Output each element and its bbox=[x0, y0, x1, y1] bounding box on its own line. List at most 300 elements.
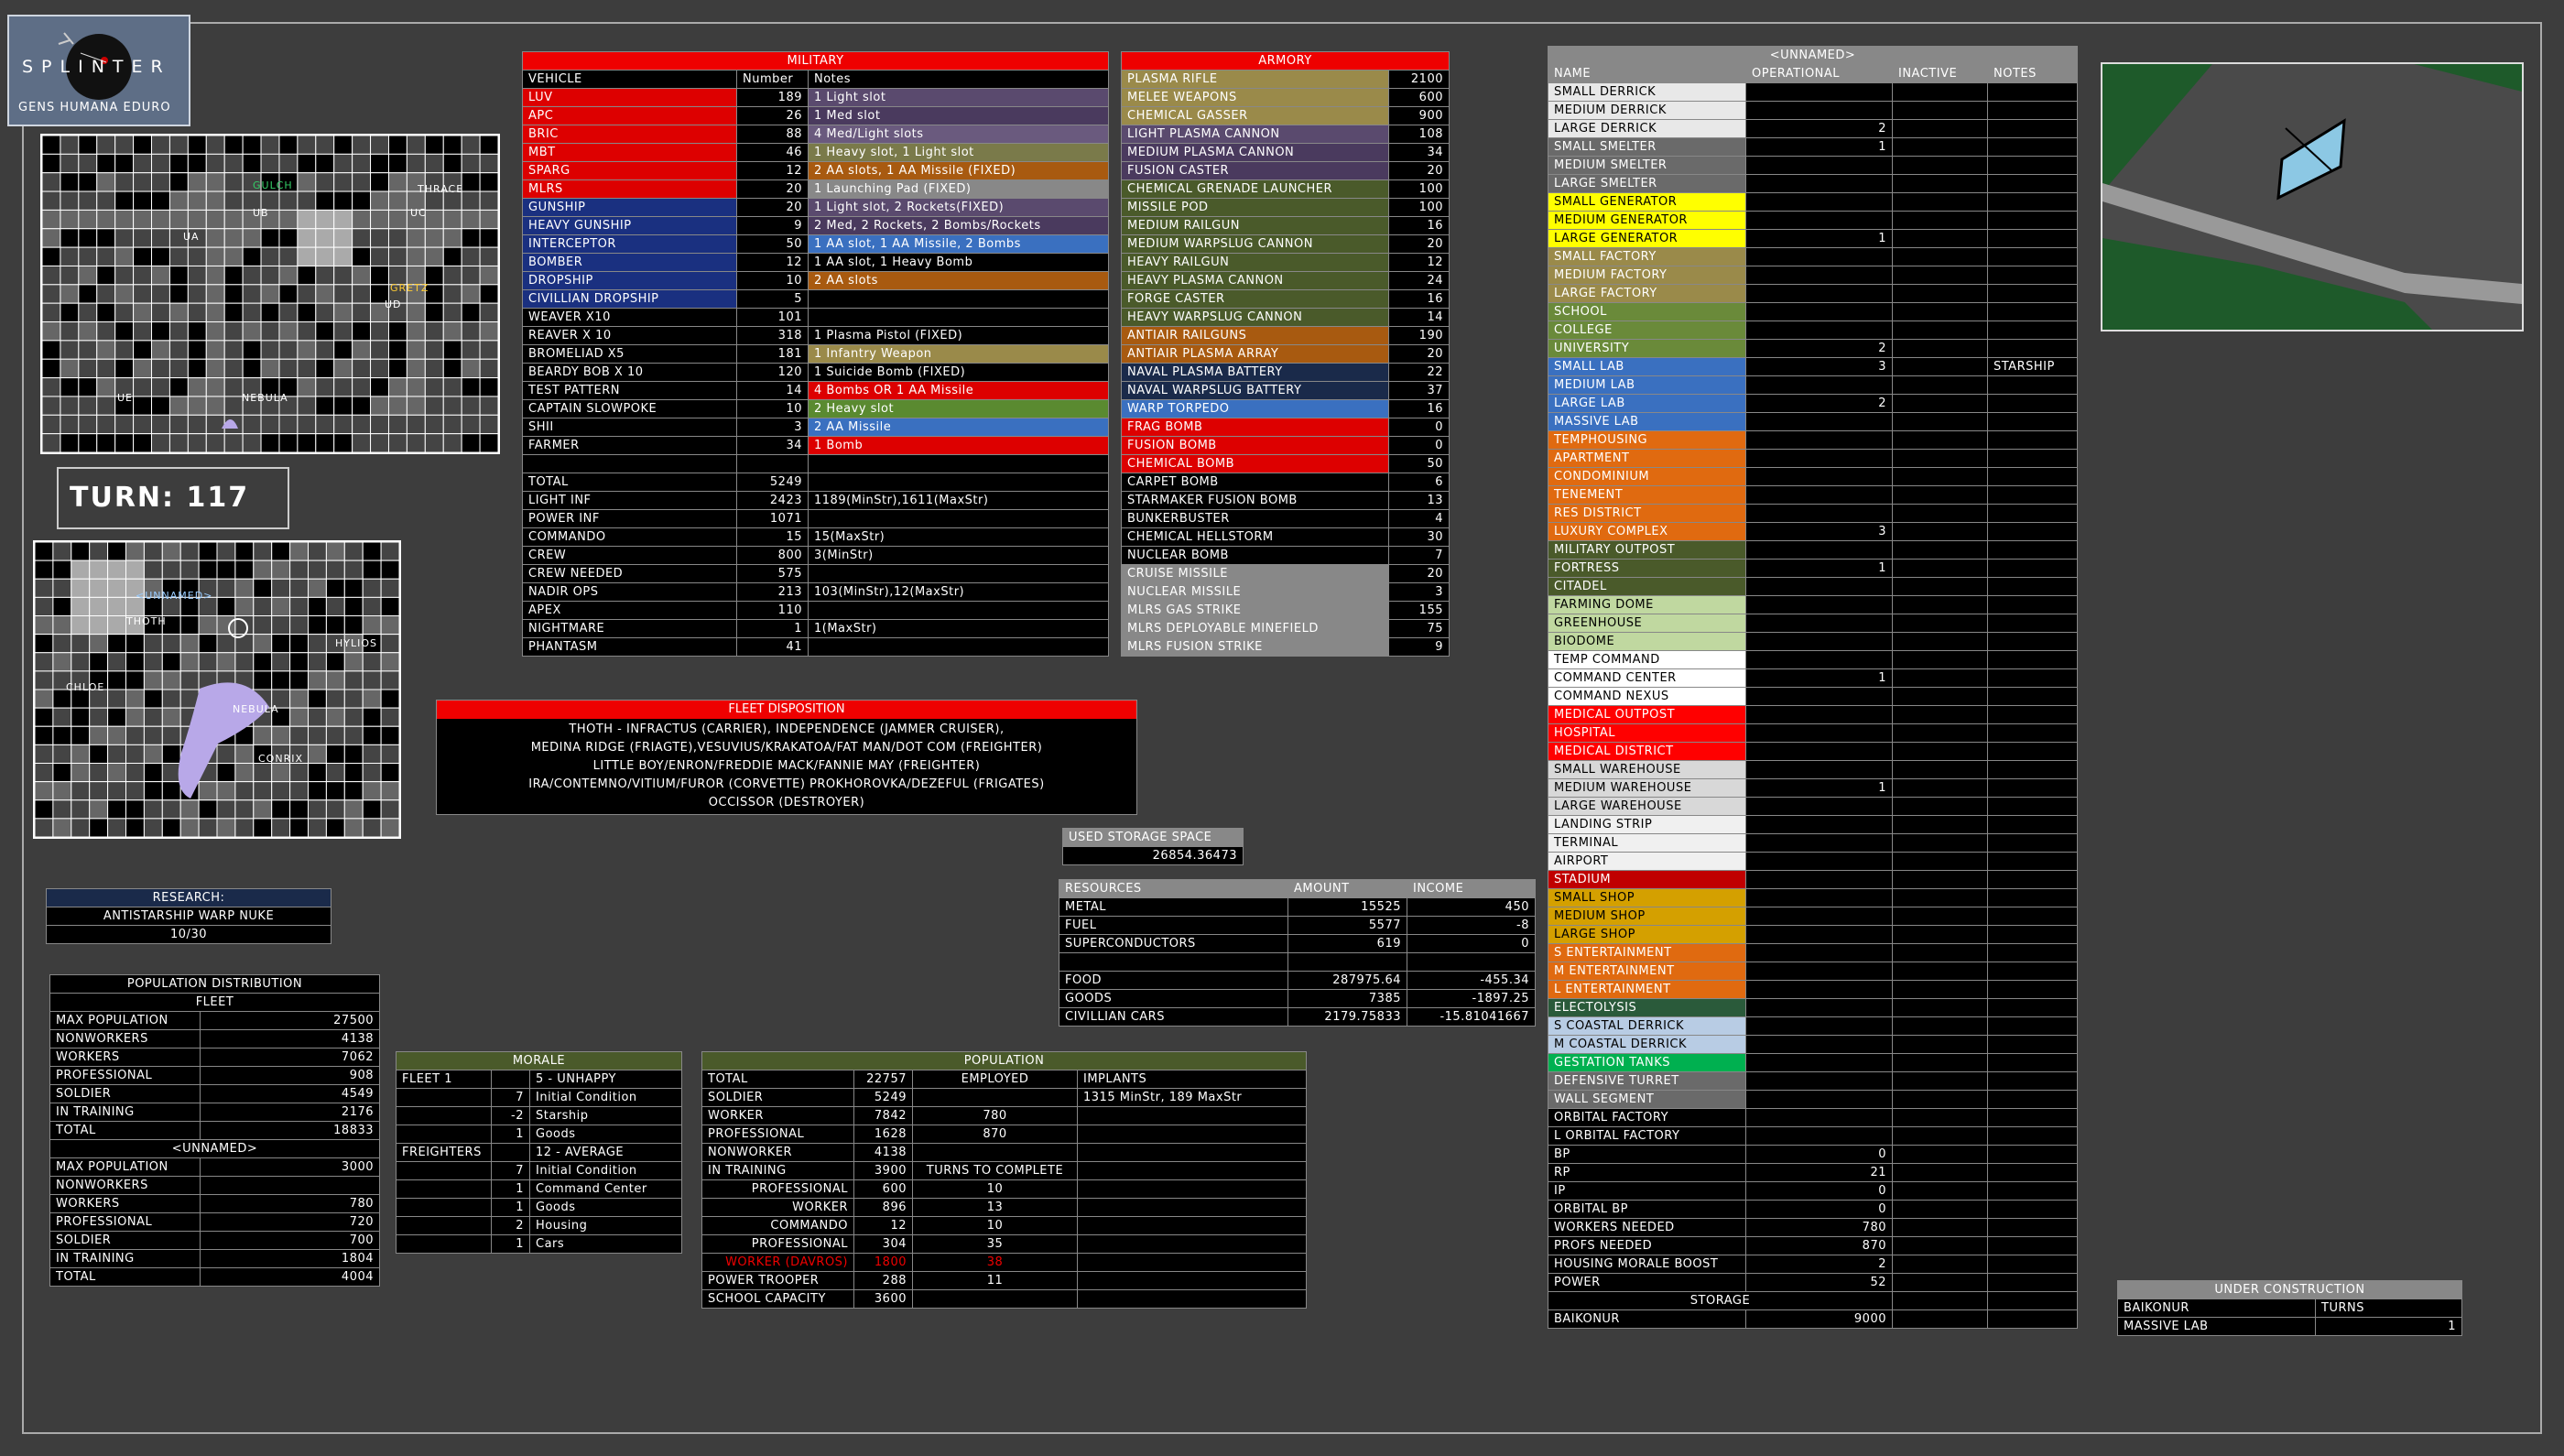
map-cell[interactable] bbox=[71, 560, 90, 579]
map-cell[interactable] bbox=[254, 671, 272, 690]
map-cell[interactable] bbox=[243, 341, 261, 359]
map-cell[interactable] bbox=[316, 285, 334, 303]
map-cell[interactable] bbox=[152, 210, 170, 228]
map-cell[interactable] bbox=[363, 726, 381, 744]
map-cell[interactable] bbox=[316, 341, 334, 359]
map-cell[interactable] bbox=[388, 434, 407, 452]
map-cell[interactable] bbox=[115, 341, 134, 359]
map-cell[interactable] bbox=[115, 247, 134, 266]
map-cell[interactable] bbox=[298, 397, 316, 415]
map-cell[interactable] bbox=[261, 434, 279, 452]
map-cell[interactable] bbox=[388, 136, 407, 154]
map-cell[interactable] bbox=[108, 764, 126, 782]
map-cell[interactable] bbox=[90, 726, 108, 744]
map-cell[interactable] bbox=[224, 434, 243, 452]
map-cell[interactable] bbox=[169, 266, 188, 284]
map-cell[interactable] bbox=[334, 322, 353, 341]
map-cell[interactable] bbox=[443, 322, 462, 341]
map-cell[interactable] bbox=[353, 191, 371, 210]
map-cell[interactable] bbox=[206, 303, 224, 321]
map-cell[interactable] bbox=[206, 210, 224, 228]
map-cell[interactable] bbox=[344, 671, 363, 690]
map-cell[interactable] bbox=[326, 819, 344, 837]
map-cell[interactable] bbox=[169, 397, 188, 415]
map-cell[interactable] bbox=[53, 542, 71, 560]
map-cell[interactable] bbox=[206, 191, 224, 210]
map-cell[interactable] bbox=[388, 359, 407, 377]
map-cell[interactable] bbox=[60, 136, 79, 154]
map-cell[interactable] bbox=[134, 247, 152, 266]
map-cell[interactable] bbox=[199, 782, 217, 800]
map-cell[interactable] bbox=[152, 266, 170, 284]
map-cell[interactable] bbox=[134, 322, 152, 341]
map-cell[interactable] bbox=[97, 341, 115, 359]
map-cell[interactable] bbox=[90, 616, 108, 635]
map-cell[interactable] bbox=[316, 229, 334, 247]
map-cell[interactable] bbox=[53, 782, 71, 800]
map-cell[interactable] bbox=[235, 653, 254, 671]
map-cell[interactable] bbox=[217, 764, 235, 782]
map-cell[interactable] bbox=[71, 635, 90, 653]
map-cell[interactable] bbox=[152, 359, 170, 377]
map-cell[interactable] bbox=[79, 378, 97, 397]
map-cell[interactable] bbox=[71, 579, 90, 597]
map-cell[interactable] bbox=[90, 782, 108, 800]
map-cell[interactable] bbox=[462, 247, 480, 266]
map-cell[interactable] bbox=[42, 136, 60, 154]
map-cell[interactable] bbox=[480, 378, 498, 397]
map-cell[interactable] bbox=[169, 359, 188, 377]
map-cell[interactable] bbox=[388, 210, 407, 228]
map-cell[interactable] bbox=[344, 819, 363, 837]
map-cell[interactable] bbox=[326, 579, 344, 597]
map-cell[interactable] bbox=[316, 191, 334, 210]
map-cell[interactable] bbox=[162, 635, 180, 653]
map-cell[interactable] bbox=[188, 378, 206, 397]
map-cell[interactable] bbox=[261, 285, 279, 303]
map-cell[interactable] bbox=[316, 322, 334, 341]
map-cell[interactable] bbox=[309, 800, 327, 819]
map-cell[interactable] bbox=[309, 671, 327, 690]
map-cell[interactable] bbox=[224, 154, 243, 172]
map-cell[interactable] bbox=[425, 434, 443, 452]
map-cell[interactable] bbox=[97, 191, 115, 210]
map-cell[interactable] bbox=[169, 415, 188, 433]
map-cell[interactable] bbox=[254, 819, 272, 837]
map-cell[interactable] bbox=[381, 690, 399, 708]
map-cell[interactable] bbox=[334, 173, 353, 191]
map-cell[interactable] bbox=[254, 597, 272, 615]
map-cell[interactable] bbox=[243, 154, 261, 172]
map-cell[interactable] bbox=[353, 434, 371, 452]
map-cell[interactable] bbox=[279, 191, 298, 210]
map-cell[interactable] bbox=[381, 764, 399, 782]
map-cell[interactable] bbox=[261, 359, 279, 377]
map-cell[interactable] bbox=[381, 671, 399, 690]
map-cell[interactable] bbox=[272, 579, 290, 597]
map-cell[interactable] bbox=[217, 542, 235, 560]
map-cell[interactable] bbox=[272, 597, 290, 615]
map-cell[interactable] bbox=[363, 653, 381, 671]
map-cell[interactable] bbox=[199, 616, 217, 635]
map-cell[interactable] bbox=[188, 341, 206, 359]
map-cell[interactable] bbox=[272, 782, 290, 800]
map-cell[interactable] bbox=[407, 397, 425, 415]
map-cell[interactable] bbox=[235, 782, 254, 800]
map-cell[interactable] bbox=[134, 210, 152, 228]
map-cell[interactable] bbox=[126, 542, 145, 560]
map-cell[interactable] bbox=[162, 726, 180, 744]
map-cell[interactable] bbox=[353, 229, 371, 247]
map-cell[interactable] bbox=[144, 635, 162, 653]
map-cell[interactable] bbox=[97, 210, 115, 228]
map-cell[interactable] bbox=[35, 782, 53, 800]
map-cell[interactable] bbox=[279, 247, 298, 266]
map-cell[interactable] bbox=[298, 247, 316, 266]
map-cell[interactable] bbox=[115, 285, 134, 303]
map-cell[interactable] bbox=[290, 726, 309, 744]
map-cell[interactable] bbox=[261, 303, 279, 321]
map-cell[interactable] bbox=[126, 764, 145, 782]
map-cell[interactable] bbox=[290, 800, 309, 819]
map-cell[interactable] bbox=[126, 744, 145, 763]
map-cell[interactable] bbox=[188, 266, 206, 284]
map-cell[interactable] bbox=[60, 359, 79, 377]
map-cell[interactable] bbox=[152, 154, 170, 172]
map-cell[interactable] bbox=[35, 616, 53, 635]
map-cell[interactable] bbox=[42, 173, 60, 191]
map-cell[interactable] bbox=[224, 191, 243, 210]
map-cell[interactable] bbox=[443, 247, 462, 266]
map-cell[interactable] bbox=[344, 579, 363, 597]
map-cell[interactable] bbox=[108, 690, 126, 708]
map-cell[interactable] bbox=[60, 210, 79, 228]
map-cell[interactable] bbox=[162, 690, 180, 708]
map-cell[interactable] bbox=[169, 322, 188, 341]
map-cell[interactable] bbox=[144, 542, 162, 560]
map-cell[interactable] bbox=[60, 341, 79, 359]
map-cell[interactable] bbox=[388, 154, 407, 172]
map-cell[interactable] bbox=[42, 303, 60, 321]
map-cell[interactable] bbox=[53, 800, 71, 819]
map-cell[interactable] bbox=[71, 653, 90, 671]
map-cell[interactable] bbox=[407, 154, 425, 172]
map-cell[interactable] bbox=[108, 542, 126, 560]
map-cell[interactable] bbox=[443, 359, 462, 377]
map-cell[interactable] bbox=[334, 285, 353, 303]
map-cell[interactable] bbox=[290, 708, 309, 726]
map-cell[interactable] bbox=[235, 800, 254, 819]
map-cell[interactable] bbox=[443, 210, 462, 228]
map-cell[interactable] bbox=[90, 635, 108, 653]
map-cell[interactable] bbox=[79, 229, 97, 247]
map-cell[interactable] bbox=[217, 653, 235, 671]
map-cell[interactable] bbox=[97, 285, 115, 303]
map-cell[interactable] bbox=[279, 210, 298, 228]
map-cell[interactable] bbox=[115, 229, 134, 247]
map-cell[interactable] bbox=[334, 266, 353, 284]
map-cell[interactable] bbox=[60, 154, 79, 172]
map-cell[interactable] bbox=[60, 229, 79, 247]
map-cell[interactable] bbox=[169, 136, 188, 154]
map-cell[interactable] bbox=[235, 579, 254, 597]
map-cell[interactable] bbox=[217, 782, 235, 800]
map-cell[interactable] bbox=[353, 359, 371, 377]
map-cell[interactable] bbox=[371, 415, 389, 433]
map-cell[interactable] bbox=[53, 597, 71, 615]
map-cell[interactable] bbox=[363, 560, 381, 579]
map-cell[interactable] bbox=[79, 285, 97, 303]
map-cell[interactable] bbox=[388, 341, 407, 359]
map-cell[interactable] bbox=[97, 378, 115, 397]
map-cell[interactable] bbox=[71, 744, 90, 763]
map-cell[interactable] bbox=[53, 653, 71, 671]
map-cell[interactable] bbox=[60, 397, 79, 415]
map-cell[interactable] bbox=[480, 359, 498, 377]
map-cell[interactable] bbox=[480, 266, 498, 284]
map-cell[interactable] bbox=[443, 378, 462, 397]
map-cell[interactable] bbox=[425, 397, 443, 415]
map-cell[interactable] bbox=[462, 210, 480, 228]
map-cell[interactable] bbox=[298, 210, 316, 228]
map-cell[interactable] bbox=[407, 359, 425, 377]
map-cell[interactable] bbox=[224, 303, 243, 321]
map-cell[interactable] bbox=[152, 136, 170, 154]
map-cell[interactable] bbox=[90, 542, 108, 560]
map-cell[interactable] bbox=[425, 210, 443, 228]
map-cell[interactable] bbox=[363, 597, 381, 615]
map-cell[interactable] bbox=[316, 303, 334, 321]
map-cell[interactable] bbox=[188, 285, 206, 303]
map-cell[interactable] bbox=[162, 764, 180, 782]
map-cell[interactable] bbox=[290, 782, 309, 800]
map-cell[interactable] bbox=[42, 247, 60, 266]
map-cell[interactable] bbox=[217, 819, 235, 837]
map-cell[interactable] bbox=[290, 635, 309, 653]
map-cell[interactable] bbox=[224, 266, 243, 284]
map-cell[interactable] bbox=[71, 542, 90, 560]
map-cell[interactable] bbox=[224, 285, 243, 303]
map-cell[interactable] bbox=[443, 136, 462, 154]
map-cell[interactable] bbox=[326, 690, 344, 708]
map-cell[interactable] bbox=[90, 819, 108, 837]
map-cell[interactable] bbox=[60, 322, 79, 341]
map-cell[interactable] bbox=[217, 800, 235, 819]
map-cell[interactable] bbox=[53, 764, 71, 782]
map-cell[interactable] bbox=[162, 819, 180, 837]
map-cell[interactable] bbox=[152, 303, 170, 321]
map-cell[interactable] bbox=[134, 359, 152, 377]
map-cell[interactable] bbox=[309, 616, 327, 635]
map-cell[interactable] bbox=[480, 154, 498, 172]
map-cell[interactable] bbox=[480, 322, 498, 341]
map-cell[interactable] bbox=[279, 341, 298, 359]
map-cell[interactable] bbox=[480, 191, 498, 210]
map-cell[interactable] bbox=[235, 744, 254, 763]
map-cell[interactable] bbox=[134, 154, 152, 172]
map-cell[interactable] bbox=[254, 726, 272, 744]
map-cell[interactable] bbox=[443, 397, 462, 415]
map-cell[interactable] bbox=[381, 782, 399, 800]
map-cell[interactable] bbox=[344, 690, 363, 708]
map-cell[interactable] bbox=[134, 434, 152, 452]
map-cell[interactable] bbox=[388, 247, 407, 266]
map-cell[interactable] bbox=[425, 359, 443, 377]
map-cell[interactable] bbox=[115, 266, 134, 284]
map-cell[interactable] bbox=[243, 415, 261, 433]
map-cell[interactable] bbox=[180, 819, 199, 837]
map-cell[interactable] bbox=[462, 136, 480, 154]
map-cell[interactable] bbox=[480, 173, 498, 191]
map-cell[interactable] bbox=[53, 579, 71, 597]
map-cell[interactable] bbox=[108, 616, 126, 635]
map-cell[interactable] bbox=[279, 434, 298, 452]
map-cell[interactable] bbox=[79, 136, 97, 154]
map-cell[interactable] bbox=[298, 322, 316, 341]
map-cell[interactable] bbox=[272, 671, 290, 690]
map-cell[interactable] bbox=[126, 690, 145, 708]
map-cell[interactable] bbox=[326, 800, 344, 819]
map-cell[interactable] bbox=[199, 635, 217, 653]
map-cell[interactable] bbox=[180, 635, 199, 653]
map-cell[interactable] bbox=[162, 782, 180, 800]
map-cell[interactable] bbox=[60, 191, 79, 210]
map-cell[interactable] bbox=[169, 434, 188, 452]
map-cell[interactable] bbox=[254, 616, 272, 635]
map-cell[interactable] bbox=[224, 378, 243, 397]
map-cell[interactable] bbox=[480, 210, 498, 228]
map-cell[interactable] bbox=[53, 726, 71, 744]
map-cell[interactable] bbox=[134, 378, 152, 397]
map-cell[interactable] bbox=[334, 247, 353, 266]
map-cell[interactable] bbox=[162, 800, 180, 819]
map-cell[interactable] bbox=[71, 800, 90, 819]
map-cell[interactable] bbox=[188, 191, 206, 210]
map-cell[interactable] bbox=[134, 229, 152, 247]
map-cell[interactable] bbox=[206, 397, 224, 415]
map-cell[interactable] bbox=[407, 229, 425, 247]
map-cell[interactable] bbox=[126, 782, 145, 800]
map-cell[interactable] bbox=[152, 229, 170, 247]
map-cell[interactable] bbox=[290, 690, 309, 708]
map-cell[interactable] bbox=[108, 635, 126, 653]
map-cell[interactable] bbox=[115, 136, 134, 154]
map-cell[interactable] bbox=[60, 173, 79, 191]
map-cell[interactable] bbox=[371, 359, 389, 377]
map-cell[interactable] bbox=[261, 247, 279, 266]
map-cell[interactable] bbox=[152, 415, 170, 433]
map-cell[interactable] bbox=[344, 782, 363, 800]
map-cell[interactable] bbox=[381, 726, 399, 744]
map-cell[interactable] bbox=[279, 136, 298, 154]
map-cell[interactable] bbox=[462, 397, 480, 415]
map-cell[interactable] bbox=[206, 266, 224, 284]
map-cell[interactable] bbox=[152, 247, 170, 266]
map-cell[interactable] bbox=[443, 285, 462, 303]
map-cell[interactable] bbox=[217, 744, 235, 763]
map-cell[interactable] bbox=[42, 229, 60, 247]
map-cell[interactable] bbox=[217, 616, 235, 635]
map-cell[interactable] bbox=[353, 378, 371, 397]
map-cell[interactable] bbox=[126, 708, 145, 726]
map-cell[interactable] bbox=[206, 322, 224, 341]
map-cell[interactable] bbox=[188, 154, 206, 172]
map-cell[interactable] bbox=[381, 597, 399, 615]
map-cell[interactable] bbox=[462, 266, 480, 284]
map-cell[interactable] bbox=[298, 303, 316, 321]
map-cell[interactable] bbox=[381, 800, 399, 819]
map-cell[interactable] bbox=[363, 764, 381, 782]
map-cell[interactable] bbox=[152, 191, 170, 210]
map-cell[interactable] bbox=[371, 247, 389, 266]
map-cell[interactable] bbox=[261, 229, 279, 247]
map-cell[interactable] bbox=[290, 653, 309, 671]
map-cell[interactable] bbox=[443, 154, 462, 172]
map-cell[interactable] bbox=[169, 191, 188, 210]
map-cell[interactable] bbox=[108, 800, 126, 819]
map-cell[interactable] bbox=[97, 229, 115, 247]
map-cell[interactable] bbox=[363, 616, 381, 635]
map-cell[interactable] bbox=[443, 266, 462, 284]
map-cell[interactable] bbox=[298, 285, 316, 303]
sector-map-1[interactable] bbox=[40, 134, 500, 454]
map-cell[interactable] bbox=[407, 136, 425, 154]
map-cell[interactable] bbox=[42, 154, 60, 172]
map-cell[interactable] bbox=[272, 726, 290, 744]
map-cell[interactable] bbox=[115, 210, 134, 228]
map-cell[interactable] bbox=[371, 173, 389, 191]
map-cell[interactable] bbox=[407, 415, 425, 433]
map-cell[interactable] bbox=[53, 560, 71, 579]
map-cell[interactable] bbox=[224, 397, 243, 415]
map-cell[interactable] bbox=[254, 800, 272, 819]
map-cell[interactable] bbox=[243, 285, 261, 303]
map-cell[interactable] bbox=[126, 653, 145, 671]
map-cell[interactable] bbox=[144, 744, 162, 763]
map-cell[interactable] bbox=[254, 542, 272, 560]
map-cell[interactable] bbox=[344, 726, 363, 744]
map-cell[interactable] bbox=[224, 210, 243, 228]
map-cell[interactable] bbox=[334, 191, 353, 210]
map-cell[interactable] bbox=[381, 542, 399, 560]
map-cell[interactable] bbox=[316, 397, 334, 415]
map-cell[interactable] bbox=[35, 560, 53, 579]
map-cell[interactable] bbox=[388, 191, 407, 210]
map-cell[interactable] bbox=[180, 653, 199, 671]
map-cell[interactable] bbox=[309, 579, 327, 597]
map-cell[interactable] bbox=[206, 136, 224, 154]
map-cell[interactable] bbox=[462, 359, 480, 377]
map-cell[interactable] bbox=[243, 266, 261, 284]
map-cell[interactable] bbox=[134, 173, 152, 191]
map-cell[interactable] bbox=[199, 819, 217, 837]
map-cell[interactable] bbox=[334, 229, 353, 247]
map-cell[interactable] bbox=[224, 136, 243, 154]
map-cell[interactable] bbox=[60, 434, 79, 452]
map-cell[interactable] bbox=[388, 397, 407, 415]
map-cell[interactable] bbox=[90, 744, 108, 763]
map-cell[interactable] bbox=[353, 397, 371, 415]
map-cell[interactable] bbox=[334, 136, 353, 154]
map-cell[interactable] bbox=[188, 210, 206, 228]
map-cell[interactable] bbox=[134, 341, 152, 359]
map-cell[interactable] bbox=[363, 671, 381, 690]
map-cell[interactable] bbox=[353, 136, 371, 154]
map-cell[interactable] bbox=[42, 285, 60, 303]
map-cell[interactable] bbox=[353, 415, 371, 433]
map-cell[interactable] bbox=[388, 173, 407, 191]
map-cell[interactable] bbox=[480, 397, 498, 415]
